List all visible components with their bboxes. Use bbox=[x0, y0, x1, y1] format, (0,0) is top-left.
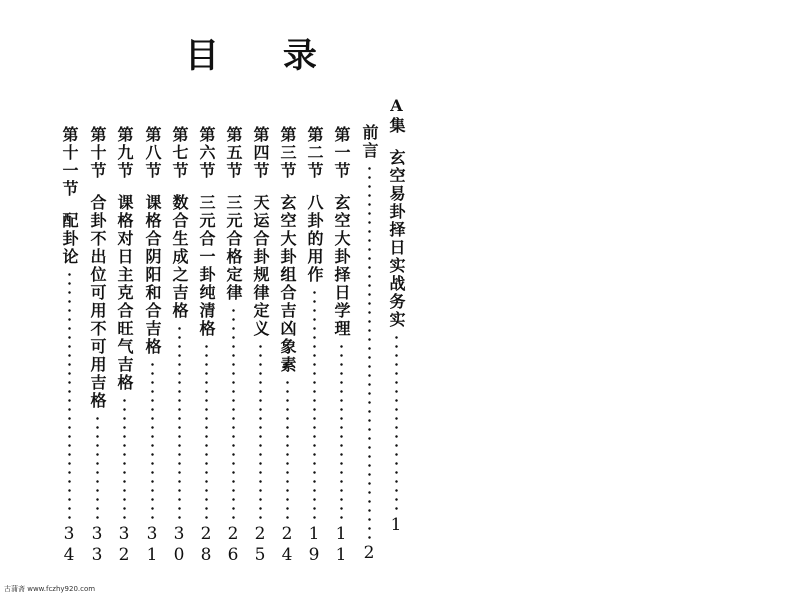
toc-entry[interactable] bbox=[356, 124, 382, 564]
toc-entry-page: 34 bbox=[59, 524, 79, 566]
toc-entry-label: 第三节 bbox=[278, 126, 297, 180]
toc-entry[interactable] bbox=[328, 126, 354, 566]
toc-entry[interactable] bbox=[193, 126, 219, 566]
toc-entry[interactable] bbox=[220, 126, 246, 566]
watermark-footer: 古蒲斋 www.fczhy920.com bbox=[4, 585, 96, 593]
toc-entry[interactable] bbox=[274, 126, 300, 566]
toc-entry-title: 合卦不出位可用不可用吉格 bbox=[88, 194, 107, 410]
toc-entry-label: 第一节 bbox=[332, 126, 351, 180]
toc-entry-title: 三元合格定律 bbox=[224, 194, 243, 302]
toc-entry[interactable] bbox=[111, 126, 137, 566]
toc-entry-title: 课格合阴阳和合吉格 bbox=[143, 194, 162, 356]
toc-entry-label: 第五节 bbox=[224, 126, 243, 180]
toc-entry-title: 玄空易卦择日实战务实 bbox=[387, 149, 406, 329]
toc-entry-label: 第十一节 bbox=[60, 126, 79, 198]
toc-entry[interactable] bbox=[383, 96, 409, 536]
toc-entry-page: 26 bbox=[223, 524, 243, 566]
dot-leader bbox=[68, 270, 71, 520]
dot-leader bbox=[286, 378, 289, 520]
toc-entry-title: 课格对日主克合旺气吉格 bbox=[115, 194, 134, 392]
dot-leader bbox=[151, 360, 154, 520]
toc-entry-label: 第六节 bbox=[197, 126, 216, 180]
toc-entry-title: 三元合一卦纯清格 bbox=[197, 194, 216, 338]
toc-entry[interactable] bbox=[139, 126, 165, 566]
toc-entry-page: 24 bbox=[277, 524, 297, 566]
toc-entry-title: 天运合卦规律定义 bbox=[251, 194, 270, 338]
dot-leader bbox=[205, 342, 208, 520]
toc-entry[interactable] bbox=[166, 126, 192, 566]
dot-leader bbox=[395, 333, 398, 511]
toc-entry-label: 第二节 bbox=[305, 126, 324, 180]
dot-leader bbox=[96, 414, 99, 520]
dot-leader bbox=[340, 342, 343, 520]
toc-entry-page: 31 bbox=[142, 524, 162, 566]
toc-entry[interactable] bbox=[56, 126, 82, 566]
toc-entry-page: 33 bbox=[87, 524, 107, 566]
toc-entry-page: 28 bbox=[196, 524, 216, 566]
dot-leader bbox=[232, 306, 235, 520]
toc-entry-label: 第八节 bbox=[143, 126, 162, 180]
dot-leader bbox=[123, 396, 126, 520]
toc-entry-page: 11 bbox=[331, 524, 351, 566]
toc-entry-page: 32 bbox=[114, 524, 134, 566]
toc-entry[interactable] bbox=[247, 126, 273, 566]
page-title: 目 录 bbox=[185, 36, 343, 76]
toc-entry-label: 第九节 bbox=[115, 126, 134, 180]
dot-leader bbox=[259, 342, 262, 520]
toc-entry-label: A集 bbox=[387, 96, 406, 135]
toc-entry-title: 玄空大卦择日学理 bbox=[332, 194, 351, 338]
toc-entry-page: 2 bbox=[359, 543, 379, 564]
toc-entry-label: 第四节 bbox=[251, 126, 270, 180]
toc-entry[interactable] bbox=[301, 126, 327, 566]
toc-entry-page: 25 bbox=[250, 524, 270, 566]
toc-entry-label: 第七节 bbox=[170, 126, 189, 180]
toc-entry-page: 1 bbox=[386, 515, 406, 536]
toc-entry-page: 19 bbox=[304, 524, 324, 566]
toc-entry-label: 第十节 bbox=[88, 126, 107, 180]
toc-entry-title: 玄空大卦组合吉凶象素 bbox=[278, 194, 297, 374]
dot-leader bbox=[313, 288, 316, 520]
toc-entry-title: 八卦的用作 bbox=[305, 194, 324, 284]
dot-leader bbox=[368, 164, 371, 539]
toc-entry-page: 30 bbox=[169, 524, 189, 566]
toc-entry[interactable] bbox=[84, 126, 110, 566]
toc-entry-title: 数合生成之吉格 bbox=[170, 194, 189, 320]
dot-leader bbox=[178, 324, 181, 520]
toc-entry-label: 前言 bbox=[360, 124, 379, 160]
toc-entry-title: 配卦论 bbox=[60, 212, 79, 266]
